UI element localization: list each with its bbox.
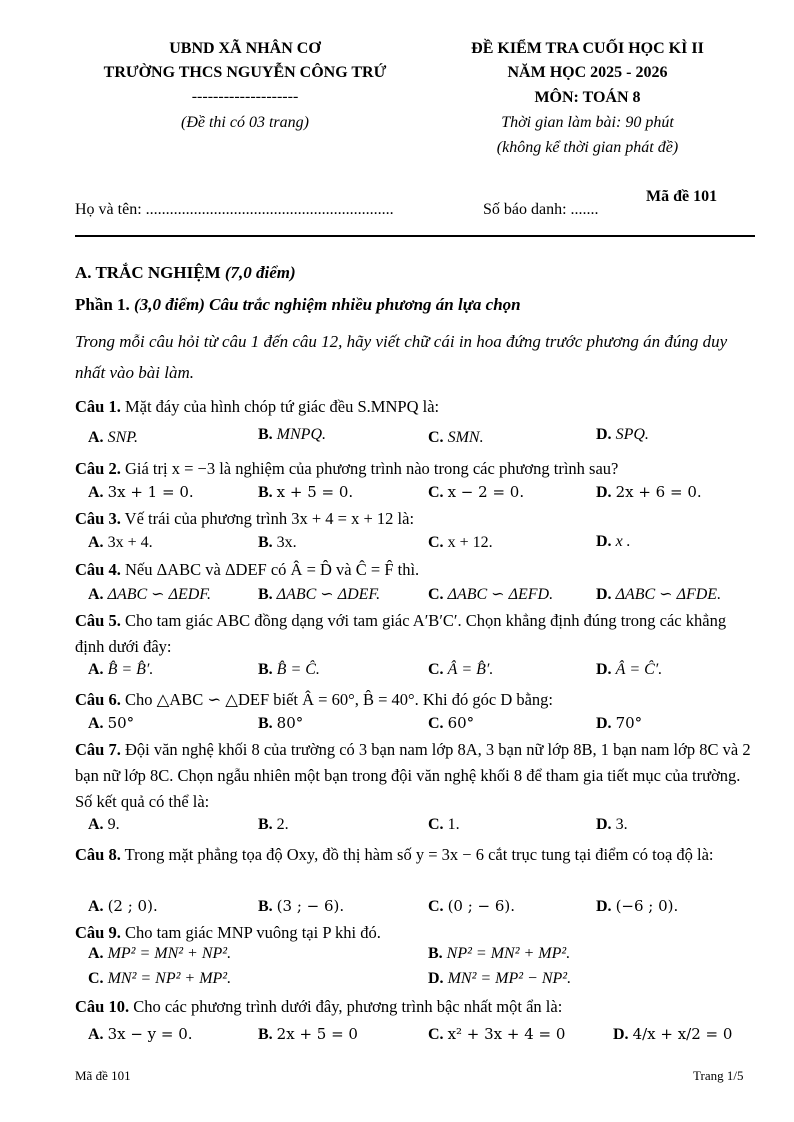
q6-option-d [596,714,642,733]
option-text: (2 ; 0). [107,897,158,915]
question-label: Câu 4. [75,560,121,579]
option-letter: D. [428,970,444,987]
option-text: x + 12. [447,534,493,551]
question-label: Câu 2. [75,459,121,478]
option-text: 3x + 1 = 0. [107,483,194,501]
option-text: ΔABC ∽ ΔFDE. [615,586,722,603]
option-text: B̂ = B̂′. [107,661,154,678]
option-letter: C. [428,715,444,732]
exam-code: Mã đề 101 [646,188,718,205]
part-description: (3,0 điểm) Câu trắc nghiệm nhiều phương án lựa chọn [134,295,521,314]
question-label: Câu 6. [75,690,121,709]
option-letter: A. [88,484,104,501]
question-6 [75,687,765,713]
question-text: Nếu ΔABC và ΔDEF có Â = D̂ và Ĉ = F̂ thì. [124,560,420,579]
option-text: MNPQ. [276,426,326,443]
q1-option-c [428,429,484,447]
option-letter: A. [88,534,104,551]
question-10 [75,994,765,1020]
question-7 [75,737,760,815]
option-letter: D. [596,715,612,732]
q8-option-d [596,897,678,916]
q2-option-c [428,483,524,502]
option-text: Â = B̂′. [447,661,494,678]
question-label: Câu 9. [75,923,121,942]
q10-option-c [428,1025,565,1044]
question-3 [75,506,765,532]
footer-page-number: Trang 1/5 [693,1068,744,1083]
q4-option-a [88,584,211,604]
option-letter: C. [428,586,444,603]
option-text: MN² = MP² − NP². [447,970,572,987]
option-text: 60° [447,714,475,732]
option-letter: C. [428,429,444,446]
student-id-field: Số báo danh: ....... [483,201,599,218]
question-5 [75,608,745,660]
option-text: Â = Ĉ′. [615,661,663,678]
q2-option-d [596,483,702,502]
option-text: (−6 ; 0). [615,897,679,915]
option-letter: D. [596,816,612,833]
school-year: NĂM HỌC 2025 - 2026 [507,64,668,81]
option-text: 50° [107,714,135,732]
q9-option-d [428,970,571,988]
page-count-note: (Đề thi có 03 trang) [181,114,309,131]
question-text: Vế trái của phương trình 3x + 4 = x + 12 là: [124,509,415,528]
option-letter: D. [596,898,612,915]
option-text: (0 ; − 6). [447,897,516,915]
question-8 [75,841,760,869]
option-text: ΔABC ∽ ΔEDF. [107,586,212,603]
question-text: Trong mặt phẳng tọa độ Oxy, đồ thị hàm số y = 3x − 6 cắt trục tung tại điểm có toạ độ là: [124,845,714,864]
q8-option-a [88,897,158,916]
question-text: Cho △ABC ∽ △DEF biết Â = 60°, B̂ = 40°. Khi đó góc D bằng: [124,690,554,709]
q10-option-b [258,1025,358,1044]
option-letter: C. [428,898,444,915]
q3-option-d [596,533,631,551]
option-text: 2. [276,816,289,833]
option-letter: C. [428,1026,444,1043]
question-label: Câu 3. [75,509,121,528]
option-text: 4/x + x/2 = 0 [632,1025,733,1043]
option-letter: A. [88,898,104,915]
q5-option-c [428,661,493,679]
option-letter: B. [258,1026,273,1043]
option-text: (3 ; − 6). [276,897,345,915]
question-text: Cho các phương trình dưới đây, phương trình bậc nhất một ẩn là: [133,997,563,1016]
part-heading [75,295,521,315]
option-letter: B. [258,898,273,915]
option-letter: C. [88,970,104,987]
q9-option-c [88,970,231,988]
option-letter: A. [88,945,104,962]
option-text: 3x. [276,534,297,551]
question-label: Câu 7. [75,740,121,759]
q9-option-b [428,945,570,963]
subject: MÔN: TOÁN 8 [534,89,641,106]
option-letter: B. [258,816,273,833]
option-letter: C. [428,661,444,678]
option-letter: B. [258,426,273,443]
option-text: SNP. [107,429,138,446]
option-letter: D. [596,426,612,443]
q1-option-a [88,429,138,447]
question-1 [75,394,765,420]
option-letter: B. [258,484,273,501]
option-letter: D. [596,484,612,501]
school-authority: UBND XÃ NHÂN CƠ [169,40,321,57]
option-text: 3. [615,816,628,833]
option-letter: C. [428,816,444,833]
option-text: x . [615,533,631,550]
q6-option-b [258,714,303,733]
question-4 [75,557,765,583]
q5-option-d [596,661,662,679]
q8-option-b [258,897,344,916]
option-letter: A. [88,429,104,446]
q2-option-b [258,483,353,502]
question-label: Câu 1. [75,397,121,416]
option-text: x² + 3x + 4 = 0 [447,1025,566,1043]
time-limit: Thời gian làm bài: 90 phút [501,114,674,131]
q7-option-d [596,816,628,834]
q5-option-b [258,661,320,679]
q8-option-c [428,897,515,916]
option-letter: B. [258,534,273,551]
q3-option-b [258,534,297,552]
option-letter: D. [613,1026,629,1043]
option-text: 3x − y = 0. [107,1025,193,1043]
q1-option-b [258,426,326,444]
q3-option-a [88,534,153,552]
option-letter: A. [88,1026,104,1043]
option-text: 3x + 4. [107,534,153,551]
time-note: (không kể thời gian phát đề) [496,139,679,156]
option-letter: A. [88,586,104,603]
option-text: ΔABC ∽ ΔEFD. [447,586,554,603]
question-label: Câu 10. [75,997,130,1016]
option-text: 2x + 5 = 0 [276,1025,358,1043]
question-2 [75,456,765,482]
option-text: NP² = MN² + MP². [446,945,571,962]
q3-option-c [428,534,493,552]
option-letter: D. [596,586,612,603]
option-text: 2x + 6 = 0. [615,483,702,501]
option-text: x + 5 = 0. [276,483,354,501]
q4-option-c [428,584,553,604]
option-letter: B. [428,945,443,962]
option-letter: D. [596,661,612,678]
option-text: 80° [276,714,304,732]
option-text: SMN. [447,429,484,446]
question-text: Đội văn nghệ khối 8 của trường có 3 bạn nam lớp 8A, 3 bạn nữ lớp 8B, 1 bạn nam lớp 8C và 2 bạn nữ lớp 8C. Chọn ngẫu nhiên một bạn trong đội văn nghệ khối 8 để tham gia tiết mục của trường. Số kết quả có thể là: [75,740,751,811]
option-text: MP² = MN² + NP². [107,945,232,962]
section-points: (7,0 điểm) [224,263,296,282]
q6-option-c [428,714,474,733]
option-letter: B. [258,586,273,603]
option-text: SPQ. [615,426,649,443]
question-text: Cho tam giác ABC đồng dạng với tam giác A′B′C′. Chọn khẳng định đúng trong các khẳng định dưới đây: [75,611,727,656]
option-letter: A. [88,715,104,732]
option-letter: B. [258,715,273,732]
student-name-field: Họ và tên: .............................................................. [75,201,394,218]
q2-option-a [88,483,194,502]
option-text: MN² = NP² + MP². [107,970,232,987]
option-letter: C. [428,534,444,551]
option-letter: B. [258,661,273,678]
question-9 [75,920,765,946]
q4-option-b [258,584,380,604]
option-text: 9. [107,816,120,833]
q6-option-a [88,714,134,733]
q7-option-a [88,816,120,834]
q10-option-a [88,1025,193,1044]
section-title [75,263,296,283]
option-text: x − 2 = 0. [447,483,525,501]
q1-option-d [596,426,649,444]
option-letter: A. [88,816,104,833]
part-label: Phần 1. [75,295,130,314]
section-title-text: A. TRẮC NGHIỆM [75,263,221,282]
question-text: Giá trị x = −3 là nghiệm của phương trình nào trong các phương trình sau? [124,459,619,478]
option-text: 1. [447,816,460,833]
instruction: Trong mỗi câu hỏi từ câu 1 đến câu 12, hãy viết chữ cái in hoa đứng trước phương án đúng duy nhất vào bài làm. [75,332,728,382]
question-text: Cho tam giác MNP vuông tại P khi đó. [124,923,381,942]
option-letter: C. [428,484,444,501]
q7-option-c [428,816,460,834]
question-text: Mặt đáy của hình chóp tứ giác đều S.MNPQ là: [124,397,440,416]
school-name: TRƯỜNG THCS NGUYỄN CÔNG TRỨ [103,64,387,81]
question-label: Câu 8. [75,845,121,864]
option-text: ΔABC ∽ ΔDEF. [276,586,381,603]
q9-option-a [88,945,231,963]
option-text: B̂ = Ĉ. [276,661,320,678]
q7-option-b [258,816,289,834]
q10-option-d [613,1025,732,1044]
header-rule [75,235,755,237]
q4-option-d [596,584,721,604]
footer-exam-code: Mã đề 101 [75,1068,131,1083]
q5-option-a [88,661,153,679]
header-divider: -------------------- [191,88,299,105]
option-letter: A. [88,661,104,678]
option-text: 70° [615,714,643,732]
option-letter: D. [596,533,612,550]
question-label: Câu 5. [75,611,121,630]
exam-title: ĐỀ KIỂM TRA CUỐI HỌC KÌ II [471,40,704,57]
